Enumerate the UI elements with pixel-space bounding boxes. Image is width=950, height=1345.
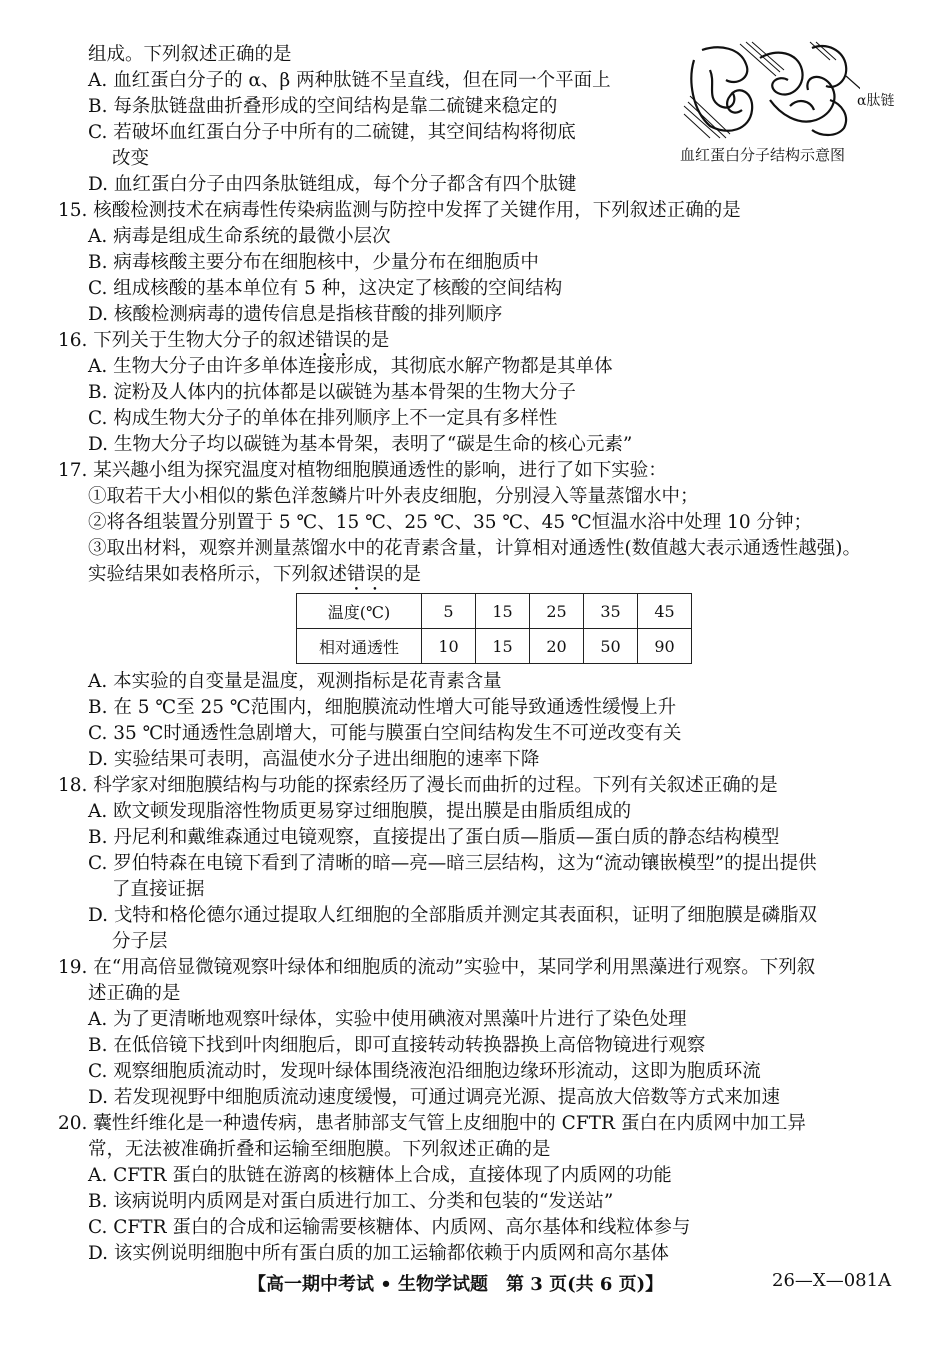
q20-stem: 20. 囊性纤维化是一种遗传病，患者肺部支气管上皮细胞中的 CFTR 蛋白在内质网中加工异 xyxy=(58,1113,806,1134)
q17-step-1: ①取若干大小相似的紫色洋葱鳞片叶外表皮细胞，分别浸入等量蒸馏水中； xyxy=(88,486,699,507)
q18-option-b: B. 丹尼利和戴维森通过电镜观察，直接提出了蛋白质—脂质—蛋白质的静态结构模型 xyxy=(88,827,780,848)
table-cell: 90 xyxy=(638,629,692,664)
q17-option-a: A. 本实验的自变量是温度，观测指标是花青素含量 xyxy=(88,671,502,692)
q17-option-d: D. 实验结果可表明，高温使水分子进出细胞的速率下降 xyxy=(88,749,540,770)
q19-option-b: B. 在低倍镜下找到叶肉细胞后，即可直接转动转换器换上高倍物镜进行观察 xyxy=(88,1035,706,1056)
q20-option-d: D. 该实例说明细胞中所有蛋白质的加工运输都依赖于内质网和高尔基体 xyxy=(88,1243,669,1264)
table-cell: 20 xyxy=(530,629,584,664)
table-header-temperature: 温度(℃) xyxy=(297,594,422,629)
q18-option-a: A. 欧文顿发现脂溶性物质更易穿过细胞膜，提出膜是由脂质组成的 xyxy=(88,801,632,822)
q14-option-b: B. 每条肽链盘曲折叠形成的空间结构是靠二硫键来稳定的 xyxy=(88,96,558,117)
q16-stem: 16. 下列关于生物大分子的叙述错误的是 xyxy=(58,330,390,351)
q16-option-c: C. 构成生物大分子的单体在排列顺序上不一定具有多样性 xyxy=(88,408,558,429)
q16-option-b: B. 淀粉及人体内的抗体都是以碳链为基本骨架的生物大分子 xyxy=(88,382,576,403)
q19-option-a: A. 为了更清晰地观察叶绿体，实验中使用碘液对黑藻叶片进行了染色处理 xyxy=(88,1009,687,1030)
figure-caption: 血红蛋白分子结构示意图 xyxy=(680,146,846,164)
table-cell: 50 xyxy=(584,629,638,664)
q19-option-d: D. 若发现视野中细胞质流动速度缓慢，可通过调亮光源、提高放大倍数等方式来加速 xyxy=(88,1087,780,1108)
q17-emphasis: 错误 xyxy=(347,564,385,585)
hemoglobin-structure-drawing xyxy=(680,40,860,140)
q18-option-c: C. 罗伯特森在电镜下看到了清晰的暗—亮—暗三层结构，这为“流动镶嵌模型”的提出提供 xyxy=(88,853,817,874)
table-header-permeability: 相对通透性 xyxy=(297,629,422,664)
q15-stem: 15. 核酸检测技术在病毒性传染病监测与防控中发挥了关键作用，下列叙述正确的是 xyxy=(58,200,741,221)
q15-option-a: A. 病毒是组成生命系统的最微小层次 xyxy=(88,226,391,247)
q20-stem-cont: 常，无法被准确折叠和运输至细胞膜。下列叙述正确的是 xyxy=(88,1139,551,1160)
q15-option-b: B. 病毒核酸主要分布在细胞核中，少量分布在细胞质中 xyxy=(88,252,539,273)
q16-emphasis: 错误 xyxy=(315,330,353,351)
q16-option-a: A. 生物大分子由许多单体连接形成，其彻底水解产物都是其单体 xyxy=(88,356,613,377)
q18-option-c-cont: 了直接证据 xyxy=(112,879,205,900)
q16-option-d: D. 生物大分子均以碳链为基本骨架，表明了“碳是生命的核心元素” xyxy=(88,434,633,455)
q14-option-c: C. 若破坏血红蛋白分子中所有的二硫键，其空间结构将彻底 xyxy=(88,122,576,143)
table-cell: 5 xyxy=(422,594,476,629)
q19-stem-cont: 述正确的是 xyxy=(88,983,181,1004)
table-cell: 15 xyxy=(476,629,530,664)
page-footer-title: 【高一期中考试 • 生物学试题 第 3 页(共 6 页)】 xyxy=(248,1274,664,1295)
q20-option-b: B. 该病说明内质网是对蛋白质进行加工、分类和包装的“发送站” xyxy=(88,1191,614,1212)
q19-option-c: C. 观察细胞质流动时，发现叶绿体围绕液泡沿细胞边缘环形流动，这即为胞质环流 xyxy=(88,1061,761,1082)
q17-option-b: B. 在 5 ℃至 25 ℃范围内，细胞膜流动性增大可能导致通透性缓慢上升 xyxy=(88,697,677,718)
alpha-chain-label: α肽链 xyxy=(857,93,895,109)
table-cell: 35 xyxy=(584,594,638,629)
table-cell: 15 xyxy=(476,594,530,629)
table-cell: 10 xyxy=(422,629,476,664)
q17-step-2: ②将各组装置分别置于 5 ℃、15 ℃、25 ℃、35 ℃、45 ℃恒温水浴中处理 10 分钟； xyxy=(88,512,812,533)
table-row xyxy=(297,629,692,664)
q17-result-table xyxy=(296,593,692,664)
q19-stem: 19. 在“用高倍显微镜观察叶绿体和细胞质的流动”实验中，某同学利用黑藻进行观察。下列叙 xyxy=(58,957,816,978)
q14-option-c-cont: 改变 xyxy=(112,148,150,169)
q15-option-d: D. 核酸检测病毒的遗传信息是指核苷酸的排列顺序 xyxy=(88,304,503,325)
hemoglobin-figure xyxy=(672,40,908,170)
q14-option-d: D. 血红蛋白分子由四条肽链组成，每个分子都含有四个肽键 xyxy=(88,174,577,195)
q17-option-c: C. 35 ℃时通透性急剧增大，可能与膜蛋白空间结构发生不可逆改变有关 xyxy=(88,723,682,744)
q14-stem-tail: 组成。下列叙述正确的是 xyxy=(88,44,292,65)
q20-option-a: A. CFTR 蛋白的肽链在游离的核糖体上合成，直接体现了内质网的功能 xyxy=(88,1165,672,1186)
table-row xyxy=(297,594,692,629)
q14-option-a: A. 血红蛋白分子的 α、β 两种肽链不呈直线，但在同一个平面上 xyxy=(88,70,611,91)
q17-stem: 17. 某兴趣小组为探究温度对植物细胞膜通透性的影响，进行了如下实验： xyxy=(58,460,667,481)
q18-option-d: D. 戈特和格伦德尔通过提取人红细胞的全部脂质并测定其表面积，证明了细胞膜是磷脂双 xyxy=(88,905,817,926)
table-cell: 45 xyxy=(638,594,692,629)
page-footer-code: 26—X—081A xyxy=(772,1270,892,1291)
q15-option-c: C. 组成核酸的基本单位有 5 种，这决定了核酸的空间结构 xyxy=(88,278,563,299)
q18-stem: 18. 科学家对细胞膜结构与功能的探索经历了漫长而曲折的过程。下列有关叙述正确的是 xyxy=(58,775,778,796)
q17-step-3: ③取出材料，观察并测量蒸馏水中的花青素含量，计算相对通透性(数值越大表示通透性越强)。 xyxy=(88,538,861,559)
q20-option-c: C. CFTR 蛋白的合成和运输需要核糖体、内质网、高尔基体和线粒体参与 xyxy=(88,1217,691,1238)
q18-option-d-cont: 分子层 xyxy=(112,931,168,952)
table-cell: 25 xyxy=(530,594,584,629)
q17-result-stem: 实验结果如表格所示，下列叙述错误的是 xyxy=(88,564,422,585)
